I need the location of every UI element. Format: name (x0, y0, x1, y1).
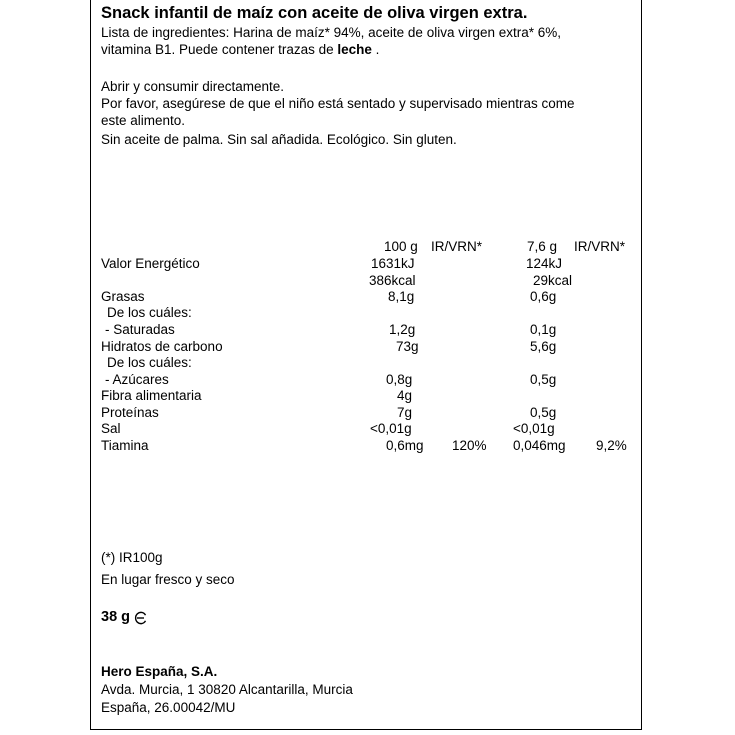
ir-per-portion: 9,2% (596, 438, 627, 453)
nutrient-label: Grasas (101, 289, 145, 304)
instruction-line-3: este alimento. (101, 113, 186, 128)
value-per-100g: 73g (396, 339, 419, 354)
company-registry: España, 26.00042/MU (101, 700, 236, 715)
value-per-100g: 7g (397, 405, 413, 420)
company-name: Hero España, S.A. (101, 664, 218, 679)
footnote: (*) IR100g (101, 550, 163, 565)
nutrient-label: De los cuáles: (107, 305, 192, 320)
value-per-100g: 1631kJ (371, 256, 415, 271)
instruction-line-4: Sin aceite de palma. Sin sal añadida. Ecológico. Sin gluten. (101, 132, 457, 147)
header-portion: 7,6 g (527, 239, 558, 254)
e-mark-icon (134, 611, 147, 625)
value-per-100g: <0,01g (370, 421, 412, 436)
header-ir-100g: IR/VRN* (431, 239, 483, 254)
nutrient-label: - Azúcares (105, 372, 169, 387)
company-address: Avda. Murcia, 1 30820 Alcantarilla, Murcia (101, 682, 353, 697)
nutrient-label: - Saturadas (105, 322, 175, 337)
ingredients-text: vitamina B1. Puede contener trazas de (101, 42, 338, 57)
nutrient-label: Valor Energético (101, 256, 200, 271)
storage-conditions: En lugar fresco y seco (101, 572, 235, 587)
value-per-portion: 0,6g (530, 289, 557, 304)
product-title: Snack infantil de maíz con aceite de oliva virgen extra. (101, 4, 528, 22)
value-per-portion: 29kcal (533, 273, 573, 288)
header-100g: 100 g (384, 239, 418, 254)
nutrient-label: De los cuáles: (107, 355, 192, 370)
allergen: leche (337, 42, 372, 57)
nutrient-label: Fibra alimentaria (101, 388, 202, 403)
value-per-portion: 0,5g (530, 372, 557, 387)
nutrient-label: Sal (101, 421, 121, 436)
value-per-portion: 124kJ (526, 256, 563, 271)
value-per-100g: 386kcal (369, 273, 416, 288)
value-per-100g: 0,8g (386, 372, 413, 387)
nutrient-label: Tiamina (101, 438, 149, 453)
value-per-100g: 8,1g (388, 289, 415, 304)
value-per-portion: 0,1g (530, 322, 557, 337)
ingredients-line-2 (101, 41, 379, 58)
header-ir-portion: IR/VRN* (574, 239, 626, 254)
value-per-portion: <0,01g (513, 421, 555, 436)
ingredients-line-1: Lista de ingredientes: Harina de maíz* 94%, aceite de oliva virgen extra* 6%, (101, 25, 562, 40)
value-per-portion: 0,5g (530, 405, 557, 420)
value-per-100g: 4g (397, 388, 413, 403)
value-per-100g: 1,2g (389, 322, 416, 337)
value-per-100g: 0,6mg (386, 438, 424, 453)
instruction-line-1: Abrir y consumir directamente. (101, 79, 285, 94)
nutrient-label: Proteínas (101, 405, 159, 420)
ir-per-100g: 120% (452, 438, 487, 453)
instruction-line-2: Por favor, asegúrese de que el niño está sentado y supervisado mientras come (101, 96, 575, 111)
ingredients-end: . (371, 42, 380, 57)
net-weight: 38 g (101, 609, 131, 625)
value-per-portion: 0,046mg (513, 438, 566, 453)
nutrient-label: Hidratos de carbono (101, 339, 223, 354)
value-per-portion: 5,6g (530, 339, 557, 354)
